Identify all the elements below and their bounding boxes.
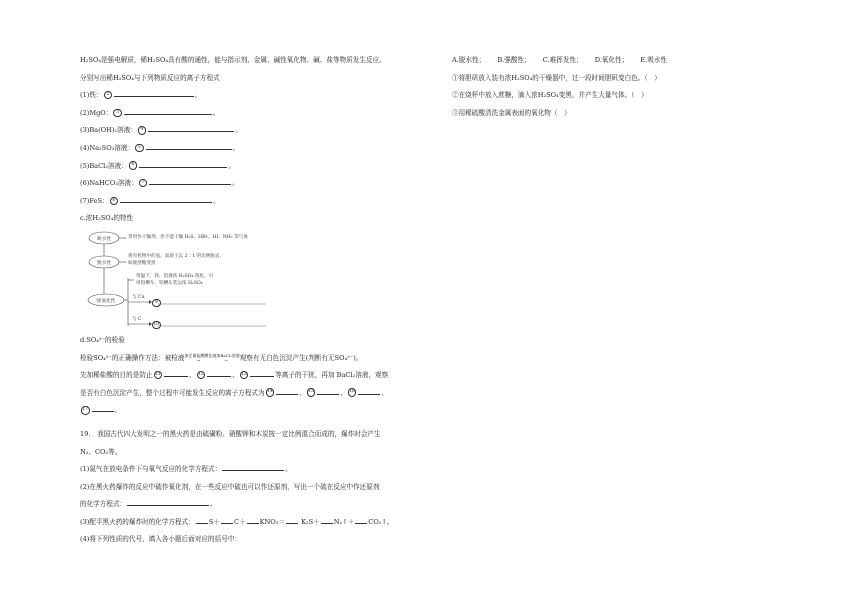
carbon-branch-label: 与 C [132,316,142,322]
task-text: 分别写出稀H₂SO₄与下列物质反应的离子方程式 [80,73,220,82]
eq-term: K₂S＋ [301,517,320,526]
dehydrating-text-1: 将有机物中的氢、氧原子以 2∶1 的比例脱去， [128,253,225,259]
item-label: (2)MgO： [80,108,113,117]
item-label: (5)BaCl₂溶液： [80,161,128,170]
answer-blank[interactable] [317,386,339,395]
option-e: E.吸水性 [640,56,668,64]
answer-number: 4 [138,126,147,135]
answer-blank[interactable] [92,403,114,412]
answer-number: 16 [348,388,357,397]
item-row: (4)Na₂SO₃溶液： 5 。 [80,140,425,158]
q19-part-3 [80,514,425,532]
option-c: C.难挥发性； [542,56,583,64]
answer-blank[interactable] [222,462,284,471]
reason-2-text: 是否有白色沉淀产生，整个过程中可能发生反应的离子方程式为 [80,388,265,397]
answer-blank[interactable] [120,194,212,203]
test-method-text: 检验SO₄²⁻的正确操作方法：被检液 [80,353,185,362]
answer-number: 9 [152,299,161,308]
answer-blank[interactable] [139,159,227,168]
water-absorbing-text: 常用作干燥剂，但不能干燥 H₂S、HBr、HI、NH₃ 等气体 [128,234,248,240]
answer-number: 14 [266,388,275,397]
item-row: (2)MgO： 3 。 [80,105,425,123]
answer-number: 5 [135,144,144,153]
left-column [80,52,425,549]
item-label: (7)FeS： [80,196,109,205]
coefficient-blank[interactable] [286,515,298,524]
dehydrating-label: 脱水性 [96,260,112,266]
answer-number: 11 [154,371,163,380]
reason-text-end: 等离子的干扰，再加 BaCl₂溶液，观察 [275,371,389,380]
answer-number: 2 [104,91,113,100]
sub-question-1: ①将胆矾放入装有浓H₂SO₄的干燥器中，过一段时间胆矾变白色。（ ） [452,73,661,82]
q19-stem [80,426,425,444]
item-row: (5)BaCl₂溶液： 6 。 [80,158,425,176]
q19-part-2b-text: 的化学方程式： [80,500,127,509]
coefficient-blank[interactable] [247,515,259,524]
eq-term: KNO₃＝ [259,517,285,526]
item-row: (7)FeS： 8 。 [80,193,425,211]
q19-part-2: (2)在黑火药爆炸的反应中硫作氧化剂，在一些反应中硫也可以作还原剂，写出一个硫在反应中作还原剂 [80,482,380,491]
test-method-end: 观察有无白色沉淀产生(判断有无SO₄²⁻)。 [239,353,363,362]
option-d: D.氧化性； [594,56,629,64]
q19-part-4: (4)将下列性质的代号，填入各小题后面对应的括号中： [80,535,241,544]
reason-line-3: 17 。 [80,402,425,420]
item-row: (1)铁： 2 。 [80,87,425,105]
answer-number: 6 [129,161,138,170]
item-label: (6)NaHCO₃溶液： [80,179,138,188]
oxidizing-label: 强氧化性 [96,298,116,304]
answer-number: 3 [113,109,122,118]
answer-number: 7 [139,179,148,188]
answer-number: 12 [197,371,206,380]
sulfuric-acid-diagram [86,230,276,330]
arrow-2-label: 滴加BaCl₂溶液 [212,352,240,358]
answer-number: 8 [110,197,119,206]
eq-term: S＋ [208,517,220,526]
reagent-arrow-1: 加足量盐酸酸化 → [184,352,213,363]
answer-blank[interactable] [276,386,298,395]
item-row: (3)Ba(OH)₂溶液： 4 。 [80,122,425,140]
answer-blank[interactable] [146,141,232,150]
reagent-arrow-2: 滴加BaCl₂溶液 → [212,352,240,363]
arrow-1-label: 加足量盐酸酸化 [184,352,213,358]
answer-number: 13 [240,371,249,380]
q19-part-1-text: (1)氮气在放电条件下与氧气反应的化学方程式： [80,465,222,474]
eq-term: N₂↑＋ [333,517,355,526]
water-absorbing-label: 吸水性 [96,236,112,242]
coefficient-blank[interactable] [321,515,333,524]
q19-part-2b: 的化学方程式： 。 [80,496,425,514]
sub-question-2: ②在烧杯中放入蔗糖，滴入浓H₂SO₄变黑，并产生大量气体。（ ） [452,91,648,100]
answer-blank[interactable] [149,176,231,185]
intro-text: H₂SO₄是强电解质，稀H₂SO₄具有酸的通性，能与指示剂、金属、碱性氧化物、碱、盐等物质发生反应。 [80,56,386,64]
q19-part-1: (1)氮气在放电条件下与氧气反应的化学方程式： 。 [80,461,425,479]
item-row: (6)NaHCO₃溶液： 7 。 [80,175,425,193]
eq-term: CO₂↑。 [368,517,394,526]
dehydrating-text-2: 如使蔗糖变黑 [128,260,156,266]
answer-blank[interactable] [114,88,194,97]
item-label: (4)Na₂SO₃溶液： [80,143,135,152]
question-19 [80,426,425,549]
answer-number: 17 [81,406,90,415]
passivation-text-2: 用铝槽车、铝槽车装运浓 H₂SO₄ [136,280,203,286]
answer-blank[interactable] [124,106,212,115]
passivation-text-1: 常温下，铁、铝遇浓 H₂SO₄ 钝化，可 [136,273,214,279]
reason-text: 先加稀盐酸的目的是防止 [80,371,153,380]
answer-number: 10 [152,321,161,330]
q19-stem-2: N₂、CO₂等。 [80,447,122,456]
coefficient-blank[interactable] [221,515,233,524]
answer-blank[interactable] [164,368,188,377]
answer-blank[interactable] [358,386,380,395]
answer-blank[interactable] [207,368,231,377]
test-method-line [80,350,425,368]
answer-blank[interactable] [148,123,234,132]
reason-line: 先加稀盐酸的目的是防止 11 、 12 、 13 等离子的干扰，再加 BaCl₂溶液，观察 [80,367,425,385]
answer-blank[interactable] [250,368,274,377]
option-b: B.强酸性； [497,56,531,64]
eq-term: C＋ [233,517,246,526]
answer-blank[interactable] [127,497,209,506]
answer-number: 15 [307,388,316,397]
section-c-heading: c.浓H₂SO₄的特性 [80,214,134,223]
option-a: A.脱水性； [452,56,486,64]
item-label: (1)铁： [80,91,103,100]
q19-number: 19. [80,429,91,438]
sub-question-3: ③用稀硫酸清洗金属表面的氧化物（ ） [452,108,571,117]
q19-part-3-text: (3)配平黑火药的爆炸时的化学方程式： [80,517,195,526]
diagram-lines [86,230,276,330]
coefficient-blank[interactable] [196,515,208,524]
reason-line-2: 是否有白色沉淀产生，整个过程中可能发生反应的离子方程式为 14 、 15 、 16 、 [80,385,425,403]
item-label: (3)Ba(OH)₂溶液： [80,126,137,135]
right-column [452,52,782,122]
q19-text: 我国古代四大发明之一的黑火药是由硫磺粉、硝酸钾和木炭按一定比例混合而成的，爆炸时会产生 [97,429,381,438]
property-options [452,52,782,70]
copper-branch-label: 与 Cu [132,294,145,300]
section-d-heading: d.SO₄²⁻的检验 [80,335,125,344]
coefficient-blank[interactable] [355,515,367,524]
